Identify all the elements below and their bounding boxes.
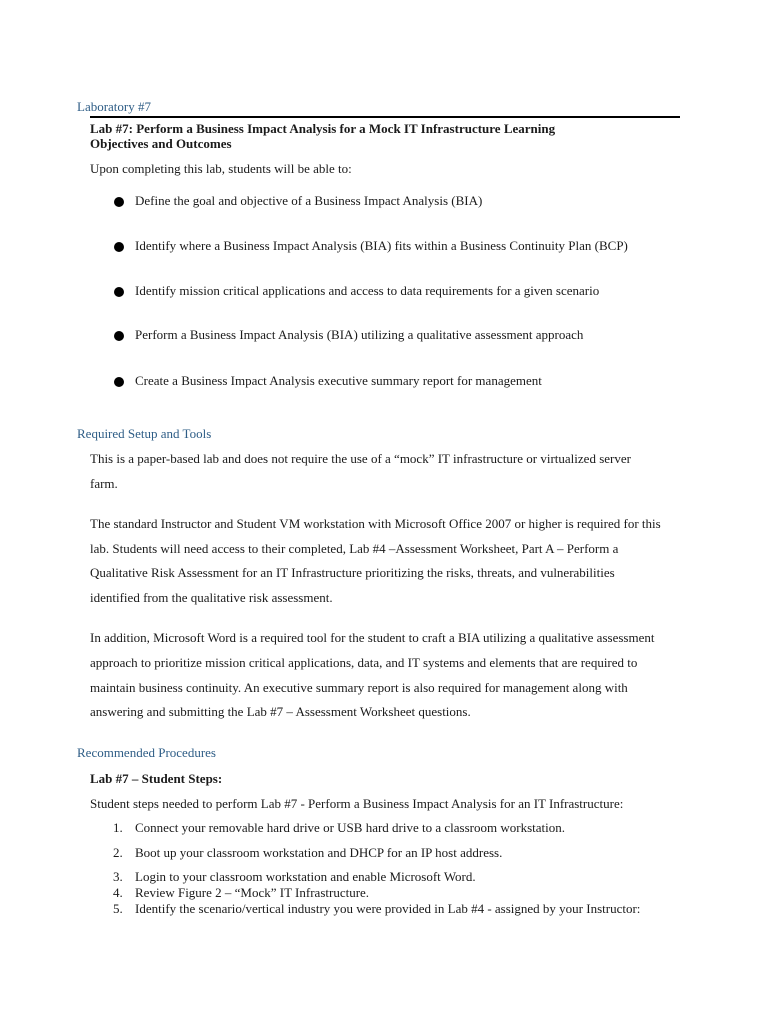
step-text: Login to your classroom workstation and enable Microsoft Word. bbox=[135, 869, 476, 884]
step-number: 3. bbox=[113, 869, 123, 884]
objective-text: Define the goal and objective of a Business Impact Analysis (BIA) bbox=[135, 193, 483, 208]
setup-p1-line1: This is a paper-based lab and does not require the use of a “mock” IT infrastructure or virtualized server bbox=[90, 451, 631, 466]
objective-text: Perform a Business Impact Analysis (BIA) utilizing a qualitative assessment approach bbox=[135, 327, 584, 342]
bullet-icon bbox=[114, 331, 124, 341]
objective-text: Identify where a Business Impact Analysis (BIA) fits within a Business Continuity Plan (BCP) bbox=[135, 238, 628, 253]
header-rule bbox=[90, 116, 680, 118]
step-text: Identify the scenario/vertical industry you were provided in Lab #4 - assigned by your Instructor: bbox=[135, 901, 641, 916]
setup-p2-line2: lab. Students will need access to their completed, Lab #4 –Assessment Worksheet, Part A – Perform a bbox=[90, 541, 619, 556]
setup-p2-line4: identified from the qualitative risk assessment. bbox=[90, 590, 333, 605]
bullet-icon bbox=[114, 197, 124, 207]
setup-p1-line2: farm. bbox=[90, 476, 118, 491]
setup-p2-line3: Qualitative Risk Assessment for an IT Infrastructure prioritizing the risks, threats, and vulnerabilities bbox=[90, 565, 615, 580]
step-number: 4. bbox=[113, 885, 123, 900]
bullet-icon bbox=[114, 377, 124, 387]
procedures-heading: Recommended Procedures bbox=[77, 745, 216, 760]
steps-intro: Student steps needed to perform Lab #7 - Perform a Business Impact Analysis for an IT Infrastructure: bbox=[90, 796, 624, 811]
objective-text: Identify mission critical applications and access to data requirements for a given scenario bbox=[135, 283, 600, 298]
setup-p3-line4: answering and submitting the Lab #7 – Assessment Worksheet questions. bbox=[90, 704, 471, 719]
intro-text: Upon completing this lab, students will be able to: bbox=[90, 161, 352, 176]
step-number: 5. bbox=[113, 901, 123, 916]
step-text: Review Figure 2 – “Mock” IT Infrastructure. bbox=[135, 885, 370, 900]
bullet-icon bbox=[114, 287, 124, 297]
lab-title-line2: Objectives and Outcomes bbox=[90, 136, 232, 151]
setup-p3-line2: approach to prioritize mission critical applications, data, and IT systems and elements that are required to bbox=[90, 655, 638, 670]
setup-p2-line1: The standard Instructor and Student VM workstation with Microsoft Office 2007 or higher is required for this bbox=[90, 516, 661, 531]
setup-p3-line3: maintain business continuity. An executive summary report is also required for management along with bbox=[90, 680, 628, 695]
step-number: 2. bbox=[113, 845, 123, 860]
page-header: Laboratory #7 bbox=[77, 99, 152, 114]
objective-text: Create a Business Impact Analysis executive summary report for management bbox=[135, 373, 542, 388]
setup-p3-line1: In addition, Microsoft Word is a required tool for the student to craft a BIA utilizing a qualitative assessment bbox=[90, 630, 655, 645]
bullet-icon bbox=[114, 242, 124, 252]
setup-heading: Required Setup and Tools bbox=[77, 426, 212, 441]
step-number: 1. bbox=[113, 820, 123, 835]
student-steps-subheading: Lab #7 – Student Steps: bbox=[90, 771, 223, 786]
lab-title-line1: Lab #7: Perform a Business Impact Analysis for a Mock IT Infrastructure Learning bbox=[90, 121, 556, 136]
step-text: Connect your removable hard drive or USB hard drive to a classroom workstation. bbox=[135, 820, 565, 835]
step-text: Boot up your classroom workstation and DHCP for an IP host address. bbox=[135, 845, 503, 860]
